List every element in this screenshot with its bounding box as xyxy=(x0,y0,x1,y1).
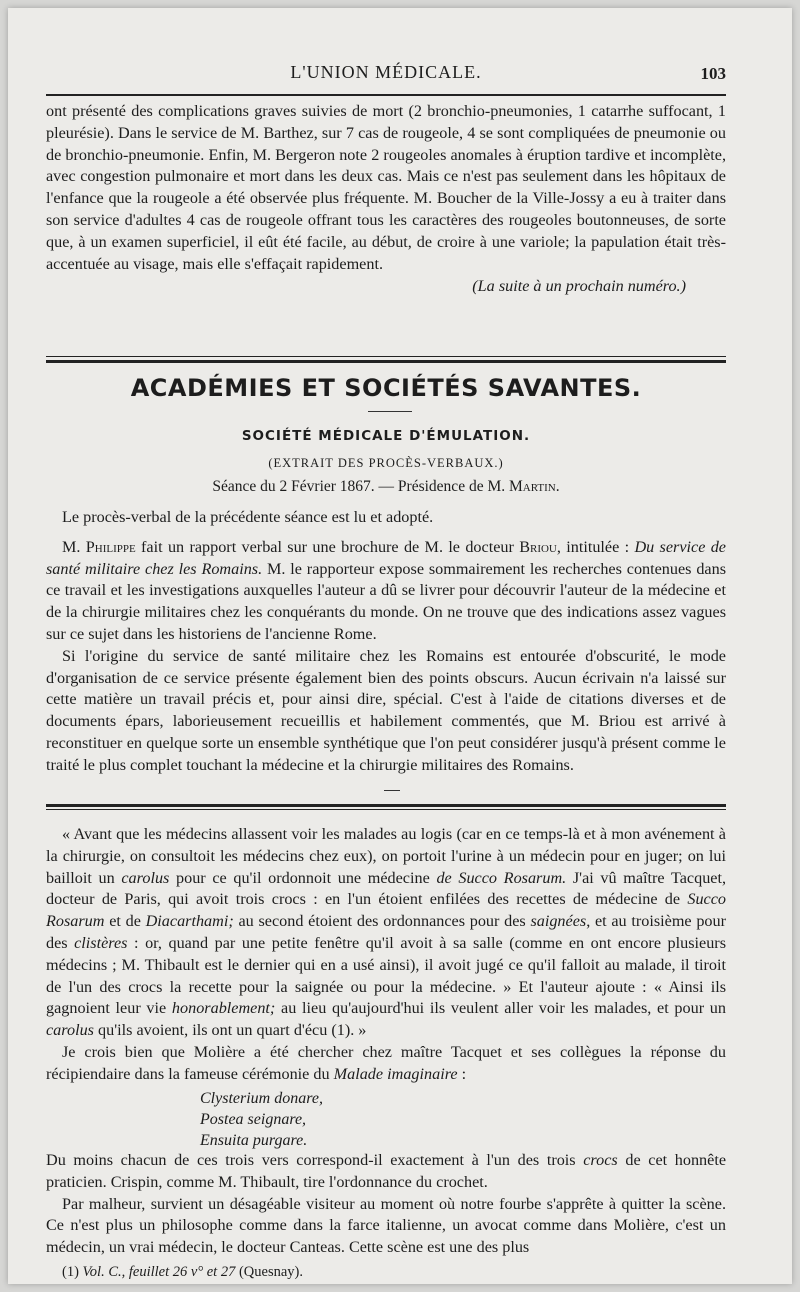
continued-note: (La suite à un prochain numéro.) xyxy=(472,277,686,296)
quote-i: qu'ils avoient, ils ont un quart d'écu (1). » xyxy=(93,1021,367,1040)
minutes xyxy=(46,507,726,777)
verse-line: Ensuita purgare. xyxy=(200,1132,308,1149)
speaker-name: M. Philippe xyxy=(62,537,136,556)
author-name: Briou xyxy=(519,537,557,556)
quote-a: « Avant que les médecins allassent voir les malades au logis (car en ce temps-là et à mon avénement à la chirurgie, on consultoit les médecins chez eux), on portoit l'urine à un médecin pour en juger; on lui bailloit un xyxy=(46,825,726,887)
moliere-paragraph xyxy=(46,1042,726,1086)
quote-honorablement: honorablement; xyxy=(171,999,276,1018)
after-verse xyxy=(46,1150,726,1259)
seance-date: Séance du 2 Février 1867. — Présidence de M. xyxy=(212,478,509,495)
running-head xyxy=(46,62,726,86)
moliere-b: : xyxy=(457,1064,467,1083)
minutes-p1: Le procès-verbal de la précédente séance est lu et adopté. xyxy=(62,508,434,526)
quote-g: : or, quand par une petite fenêtre qu'il avoit à sa salle (comme en ont encore plusieurs médecins ; M. Thibault est le dernier qui en a usé ainsi), il avoit jugé ce qu'il falloit au malade, il tiroit de l'un des crocs la recette pour la saignée ou pour la médecine. » Et l'auteur ajoute : « Ainsi ils gagnoient leur vie xyxy=(46,933,726,1018)
minutes-p2 xyxy=(46,537,726,646)
quote-diacarthami: Diacarthami; xyxy=(145,912,234,931)
minutes-p2-a: fait un rapport verbal sur une brochure de M. le docteur xyxy=(135,537,520,556)
society-title: SOCIÉTÉ MÉDICALE D'ÉMULATION. xyxy=(241,428,531,444)
quote-saignees: saignées xyxy=(530,912,587,931)
quote-h: au lieu qu'aujourd'hui ils veulent aller voir les malades, et pour un xyxy=(275,999,726,1018)
page-number: 103 xyxy=(700,64,726,83)
after-verse-p1a: Du moins chacun de ces trois vers correspond-il exactement à l'un des trois xyxy=(46,1151,584,1169)
section-rule-top-thick xyxy=(46,360,726,363)
header-rule xyxy=(46,94,726,96)
title-short-rule xyxy=(368,411,412,412)
extract-subtitle: (EXTRAIT DES PROCÈS-VERBAUX.) xyxy=(268,456,504,470)
verse-line: Clysterium donare, xyxy=(200,1090,323,1107)
quote-b: pour ce qu'il ordonnoit une médecine xyxy=(169,868,437,887)
quote-block xyxy=(46,824,726,1086)
top-paragraph-text: ont présenté des complications graves suivies de mort (2 bronchio-pneumonies, 1 catarrhe suffocant, 1 pleurésie). Dans le service de M. Barthez, sur 7 cas de rougeole, 4 se sont compliquées de pneumonie ou de bronchio-pneumonie. Enfin, M. Bergeron note 2 rougeoles anomales à éruption tardive et incomplète, avec congestion pulmonaire et mort dans les deux cas. Mais ce n'est pas seulement dans les hôpitaux de l'enfance que la rougeole a été observée plus fréquente. M. Boucher de la Ville-Jossy a eu à traiter dans son service d'adultes 4 cas de rougeole offrant tous les caractères des rougeoles boutonneuses, de sorte que, à un examen superficiel, il eût été facile, au début, de croire à une variole; la papulation était très-accentuée au visage, mais elle s'effaçait rapidement. xyxy=(46,102,726,273)
minutes-p3: Si l'origine du service de santé militaire chez les Romains est entourée d'obscurité, le mode d'organisation de ce service présente également bien des points obscurs. Aucun écrivain n'a laissé sur cette matière un travail précis et, pour ainsi dire, spécial. C'est à l'aide de citations diverses et de documents épars, laborieusement recueillis et habilement commentés, que M. Briou est arrivé à reconstituer en quelque sorte un ensemble synthétique que l'on peut considérer jusqu'à présent comme le traité le plus complet touchant la médecine et la chirurgie militaires des Romains. xyxy=(46,646,726,774)
quote-carolus-1: carolus xyxy=(121,868,170,887)
seance-end: . xyxy=(555,478,560,495)
quote-d: et de xyxy=(104,912,146,931)
footnote-mark: (1) xyxy=(62,1264,79,1280)
footnote-source: (Quesnay). xyxy=(235,1264,303,1280)
quote-paragraph xyxy=(46,824,726,1042)
play-title: Malade imaginaire xyxy=(333,1064,458,1083)
moliere-a: Je crois bien que Molière a été chercher chez maître Tacquet et ses collègues la réponse du récipiendaire dans la fameuse cérémonie du xyxy=(46,1042,726,1083)
quote-succo-2: Succo Rosarum xyxy=(46,890,726,931)
quote-e: au second étoient des ordonnances pour des xyxy=(233,912,531,931)
section-rule-top-thin xyxy=(46,356,726,357)
journal-title: L'UNION MÉDICALE. xyxy=(290,62,482,82)
section-title: ACADÉMIES ET SOCIÉTÉS SAVANTES. xyxy=(130,374,642,402)
quote-carolus-2: carolus xyxy=(46,1021,94,1040)
president-name: Martin xyxy=(508,478,556,495)
after-verse-crocs: crocs xyxy=(583,1151,618,1169)
quote-f: , et au troisième pour des xyxy=(46,912,726,952)
footnote xyxy=(62,1264,303,1281)
verse-block xyxy=(200,1088,600,1151)
book-title: Du service de santé militaire chez les Romains. xyxy=(46,537,726,578)
top-paragraph xyxy=(46,101,726,298)
section-rule-bottom-thin xyxy=(46,809,726,810)
after-verse-p1b: de cet honnête praticien. Crispin, comme M. Thibault, tire l'ordonnance du crochet. xyxy=(46,1151,726,1191)
minutes-p2-b: , intitulée : xyxy=(556,537,635,556)
seance-line xyxy=(46,478,726,496)
paragraph-short-rule xyxy=(384,790,400,791)
quote-c: J'ai vû maître Tacquet, docteur de Paris, qui avoit trois crocs : en l'un étoient enfilées des recettes de médecine de xyxy=(46,868,727,909)
quote-clisteres: clistères xyxy=(74,933,128,952)
quote-succo-1: de Succo Rosarum. xyxy=(436,868,567,887)
footnote-ref: Vol. C., feuillet 26 v° et 27 xyxy=(82,1264,236,1280)
section-rule-bottom-thick xyxy=(46,804,726,807)
after-verse-p1 xyxy=(46,1150,726,1194)
after-verse-p2: Par malheur, survient un désagéable visiteur au moment où notre fourbe s'apprête à quitter la scène. Ce n'est plus un philosophe comme dans la farce italienne, un avocat comme dans Molière, c'est un médecin, un vrai médecin, le docteur Canteas. Cette scène est une des plus xyxy=(46,1194,726,1257)
verse-line: Postea seignare, xyxy=(200,1111,307,1128)
minutes-p2-c: M. le rapporteur expose sommairement les recherches contenues dans ce travail et les investigations auxquelles l'auteur a dû se livrer pour découvrir l'auteur de la médecine et de la chirurgie militaires chez les conquérants du monde. On ne trouve que des indications assez vagues sur ce sujet dans les historiens de l'ancienne Rome. xyxy=(46,559,726,643)
